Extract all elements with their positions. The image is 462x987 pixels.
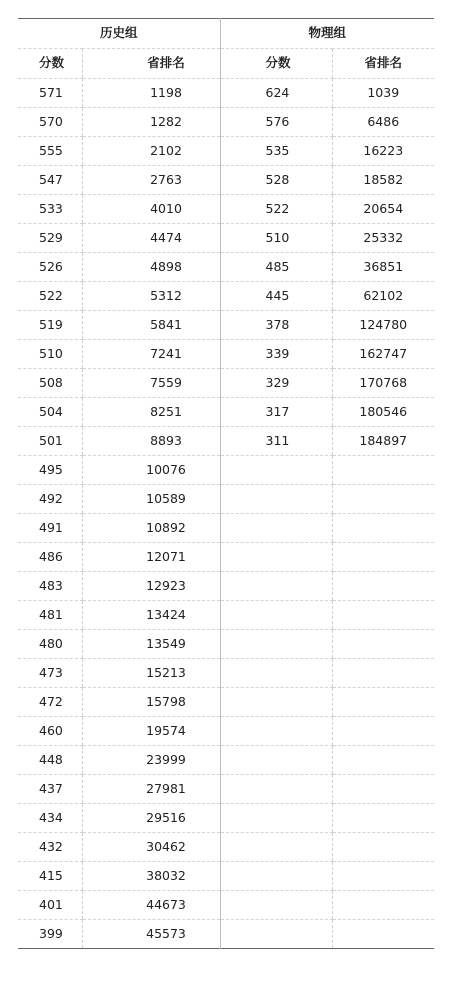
physics-rank-cell (332, 920, 434, 949)
physics-score-header: 分数 (220, 49, 332, 79)
physics-rank-cell: 62102 (332, 282, 434, 311)
table-row (18, 833, 434, 862)
physics-rank-cell: 184897 (332, 427, 434, 456)
table-row (18, 688, 434, 717)
physics-rank-cell: 124780 (332, 311, 434, 340)
table-row (18, 891, 434, 920)
physics-score-cell (220, 630, 332, 659)
history-rank-cell: 12071 (82, 543, 220, 572)
table-row (18, 659, 434, 688)
physics-score-cell: 317 (220, 398, 332, 427)
physics-score-cell (220, 804, 332, 833)
history-score-cell: 401 (18, 891, 82, 920)
history-score-cell: 492 (18, 485, 82, 514)
history-score-cell: 480 (18, 630, 82, 659)
history-score-cell: 448 (18, 746, 82, 775)
physics-rank-cell (332, 601, 434, 630)
history-rank-cell: 15213 (82, 659, 220, 688)
physics-rank-cell: 16223 (332, 137, 434, 166)
physics-score-cell: 624 (220, 79, 332, 108)
history-score-cell: 491 (18, 514, 82, 543)
history-score-cell: 472 (18, 688, 82, 717)
physics-rank-cell: 20654 (332, 195, 434, 224)
table-row (18, 920, 434, 949)
history-score-cell: 481 (18, 601, 82, 630)
physics-score-cell (220, 833, 332, 862)
table-row (18, 137, 434, 166)
history-score-cell: 473 (18, 659, 82, 688)
history-rank-cell: 38032 (82, 862, 220, 891)
table-row (18, 224, 434, 253)
history-score-cell: 486 (18, 543, 82, 572)
history-rank-cell: 7241 (82, 340, 220, 369)
table-row (18, 746, 434, 775)
history-rank-cell: 45573 (82, 920, 220, 949)
table-row (18, 717, 434, 746)
history-score-cell: 526 (18, 253, 82, 282)
physics-score-cell: 311 (220, 427, 332, 456)
physics-score-cell (220, 688, 332, 717)
physics-rank-cell (332, 688, 434, 717)
history-score-cell: 432 (18, 833, 82, 862)
physics-score-cell (220, 456, 332, 485)
table-row (18, 630, 434, 659)
history-score-cell: 508 (18, 369, 82, 398)
physics-rank-cell (332, 891, 434, 920)
physics-score-cell (220, 920, 332, 949)
table-row (18, 79, 434, 108)
history-score-cell: 501 (18, 427, 82, 456)
physics-rank-cell: 170768 (332, 369, 434, 398)
history-rank-cell: 30462 (82, 833, 220, 862)
physics-score-cell: 535 (220, 137, 332, 166)
physics-score-cell (220, 485, 332, 514)
table-row (18, 427, 434, 456)
table-row (18, 572, 434, 601)
physics-score-cell (220, 514, 332, 543)
history-score-cell: 434 (18, 804, 82, 833)
physics-score-cell (220, 543, 332, 572)
physics-group-title: 物理组 (220, 19, 434, 49)
physics-score-cell (220, 572, 332, 601)
history-rank-cell: 8893 (82, 427, 220, 456)
physics-score-cell (220, 601, 332, 630)
table-row (18, 775, 434, 804)
history-score-cell: 495 (18, 456, 82, 485)
physics-rank-cell: 6486 (332, 108, 434, 137)
history-rank-cell: 4010 (82, 195, 220, 224)
table-row (18, 369, 434, 398)
table-row (18, 601, 434, 630)
history-rank-cell: 1198 (82, 79, 220, 108)
history-rank-cell: 5312 (82, 282, 220, 311)
table-row (18, 108, 434, 137)
history-score-cell: 415 (18, 862, 82, 891)
physics-score-cell: 378 (220, 311, 332, 340)
history-score-cell: 533 (18, 195, 82, 224)
physics-rank-cell (332, 514, 434, 543)
history-rank-cell: 29516 (82, 804, 220, 833)
table-row (18, 862, 434, 891)
physics-score-cell: 445 (220, 282, 332, 311)
history-rank-cell: 5841 (82, 311, 220, 340)
physics-score-cell: 339 (220, 340, 332, 369)
history-rank-cell: 44673 (82, 891, 220, 920)
history-rank-cell: 19574 (82, 717, 220, 746)
history-rank-cell: 1282 (82, 108, 220, 137)
table-row (18, 804, 434, 833)
history-rank-cell: 7559 (82, 369, 220, 398)
table-row (18, 195, 434, 224)
physics-score-cell (220, 717, 332, 746)
physics-rank-cell: 18582 (332, 166, 434, 195)
history-score-cell: 522 (18, 282, 82, 311)
physics-rank-cell (332, 485, 434, 514)
table-row (18, 166, 434, 195)
table-row (18, 311, 434, 340)
physics-rank-cell (332, 746, 434, 775)
physics-score-cell: 528 (220, 166, 332, 195)
table-row (18, 398, 434, 427)
table-row (18, 543, 434, 572)
table-row (18, 514, 434, 543)
physics-score-cell: 485 (220, 253, 332, 282)
history-score-cell: 504 (18, 398, 82, 427)
physics-rank-cell (332, 862, 434, 891)
history-score-cell: 555 (18, 137, 82, 166)
physics-rank-cell: 180546 (332, 398, 434, 427)
history-rank-cell: 4898 (82, 253, 220, 282)
table-row (18, 456, 434, 485)
physics-rank-cell (332, 659, 434, 688)
physics-rank-header: 省排名 (332, 49, 434, 79)
history-score-cell: 483 (18, 572, 82, 601)
physics-rank-cell (332, 456, 434, 485)
history-rank-cell: 2763 (82, 166, 220, 195)
physics-score-cell (220, 659, 332, 688)
table-body (18, 79, 434, 949)
physics-rank-cell (332, 717, 434, 746)
physics-rank-cell (332, 543, 434, 572)
physics-score-cell: 510 (220, 224, 332, 253)
history-score-header: 分数 (18, 49, 82, 79)
history-rank-cell: 12923 (82, 572, 220, 601)
history-score-cell: 460 (18, 717, 82, 746)
physics-score-cell (220, 891, 332, 920)
history-rank-cell: 13549 (82, 630, 220, 659)
history-score-cell: 399 (39, 925, 63, 941)
history-rank-cell: 2102 (82, 137, 220, 166)
physics-score-cell: 329 (220, 369, 332, 398)
history-score-cell: 437 (18, 775, 82, 804)
group-header-row (18, 19, 434, 49)
table-row (18, 485, 434, 514)
history-rank-header: 省排名 (82, 49, 220, 79)
history-score-cell: 547 (18, 166, 82, 195)
history-score-cell: 529 (18, 224, 82, 253)
history-rank-cell: 8251 (82, 398, 220, 427)
physics-rank-cell (332, 804, 434, 833)
table-row (18, 282, 434, 311)
physics-rank-cell: 162747 (332, 340, 434, 369)
physics-rank-cell (332, 572, 434, 601)
physics-rank-cell: 1039 (332, 79, 434, 108)
history-rank-cell: 13424 (82, 601, 220, 630)
physics-score-cell (220, 862, 332, 891)
score-rank-table-container (18, 18, 434, 949)
history-score-cell: 519 (18, 311, 82, 340)
history-rank-cell: 10589 (82, 485, 220, 514)
physics-score-cell: 576 (220, 108, 332, 137)
physics-rank-cell: 25332 (332, 224, 434, 253)
history-rank-cell: 27981 (82, 775, 220, 804)
physics-score-cell (220, 746, 332, 775)
table-row (18, 340, 434, 369)
history-rank-cell: 10076 (82, 456, 220, 485)
history-rank-cell: 15798 (82, 688, 220, 717)
physics-rank-cell (332, 775, 434, 804)
physics-score-cell: 522 (220, 195, 332, 224)
history-score-cell: 510 (18, 340, 82, 369)
history-rank-cell: 10892 (82, 514, 220, 543)
history-group-title: 历史组 (18, 19, 220, 49)
physics-rank-cell (332, 630, 434, 659)
physics-rank-cell (332, 833, 434, 862)
history-rank-cell: 23999 (82, 746, 220, 775)
history-rank-cell: 4474 (82, 224, 220, 253)
physics-score-cell (220, 775, 332, 804)
score-rank-table (18, 18, 434, 949)
table-row (18, 253, 434, 282)
column-header-row (18, 49, 434, 79)
history-score-cell: 570 (18, 108, 82, 137)
history-score-cell: 571 (18, 79, 82, 108)
physics-rank-cell: 36851 (332, 253, 434, 282)
